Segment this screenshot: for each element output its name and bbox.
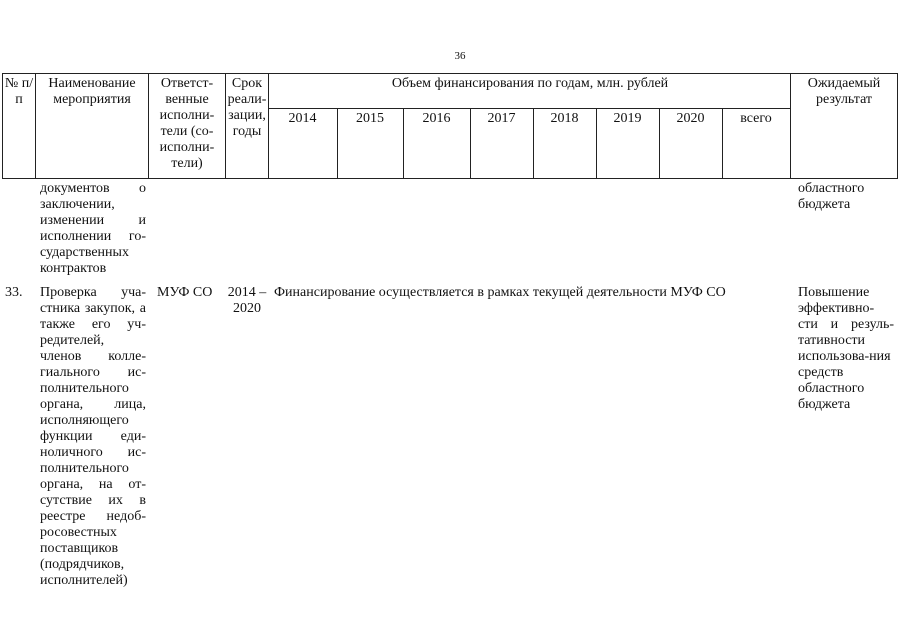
header-executor: Ответст-венные исполни-тели (со-исполни-тели) xyxy=(159,76,215,171)
continuation-result: областного бюджета xyxy=(798,181,865,212)
header-year-2017: 2017 xyxy=(487,111,516,126)
row-name: Проверка уча-стника закупок, а также его уч-редителей, членов колле-гиального ис-полнительного органа, лица, исполняющего функции еди-ноличного ис-полнительного органа, на от-сутствие их в реестре недоб-росовестных поставщиков (подрядчиков, исполнителей) xyxy=(40,285,146,588)
col-border xyxy=(790,73,791,179)
header-name: Наименование мероприятия xyxy=(48,76,136,107)
continuation-name: документов о заключении, изменении и исполнении го-сударственных контрактов xyxy=(40,181,146,276)
header-bottom-border xyxy=(2,178,897,179)
row-executor: МУФ СО xyxy=(157,285,213,300)
header-num: № п/п xyxy=(4,76,34,107)
col-border xyxy=(897,73,898,179)
row-number: 33. xyxy=(5,285,23,300)
header-top-border xyxy=(2,73,897,74)
header-year-2020: 2020 xyxy=(676,111,705,126)
row-funding: Финансирование осуществляется в рамках текущей деятельности МУФ СО xyxy=(274,285,726,300)
row-term: 2014 – 2020 xyxy=(227,285,267,316)
header-result: Ожидаемый результат xyxy=(807,76,881,107)
header-year-2016: 2016 xyxy=(422,111,451,126)
header-year-2015: 2015 xyxy=(356,111,384,126)
col-border xyxy=(35,73,36,179)
header-year-2014: 2014 xyxy=(288,111,317,126)
header-year-2018: 2018 xyxy=(550,111,579,126)
header-funding-title: Объем финансирования по годам, млн. рублей xyxy=(391,76,669,91)
col-border xyxy=(148,73,149,179)
header-year-2019: 2019 xyxy=(613,111,642,126)
header-years-border xyxy=(268,108,790,109)
header-term: Срок реали-зации, годы xyxy=(227,76,267,139)
row-result: Повышение эффективно-сти и резуль-тативности использова-ния средств областного бюджета xyxy=(798,285,894,412)
page-number: 36 xyxy=(454,50,466,62)
col-border xyxy=(225,73,226,179)
header-total: всего xyxy=(740,111,772,126)
